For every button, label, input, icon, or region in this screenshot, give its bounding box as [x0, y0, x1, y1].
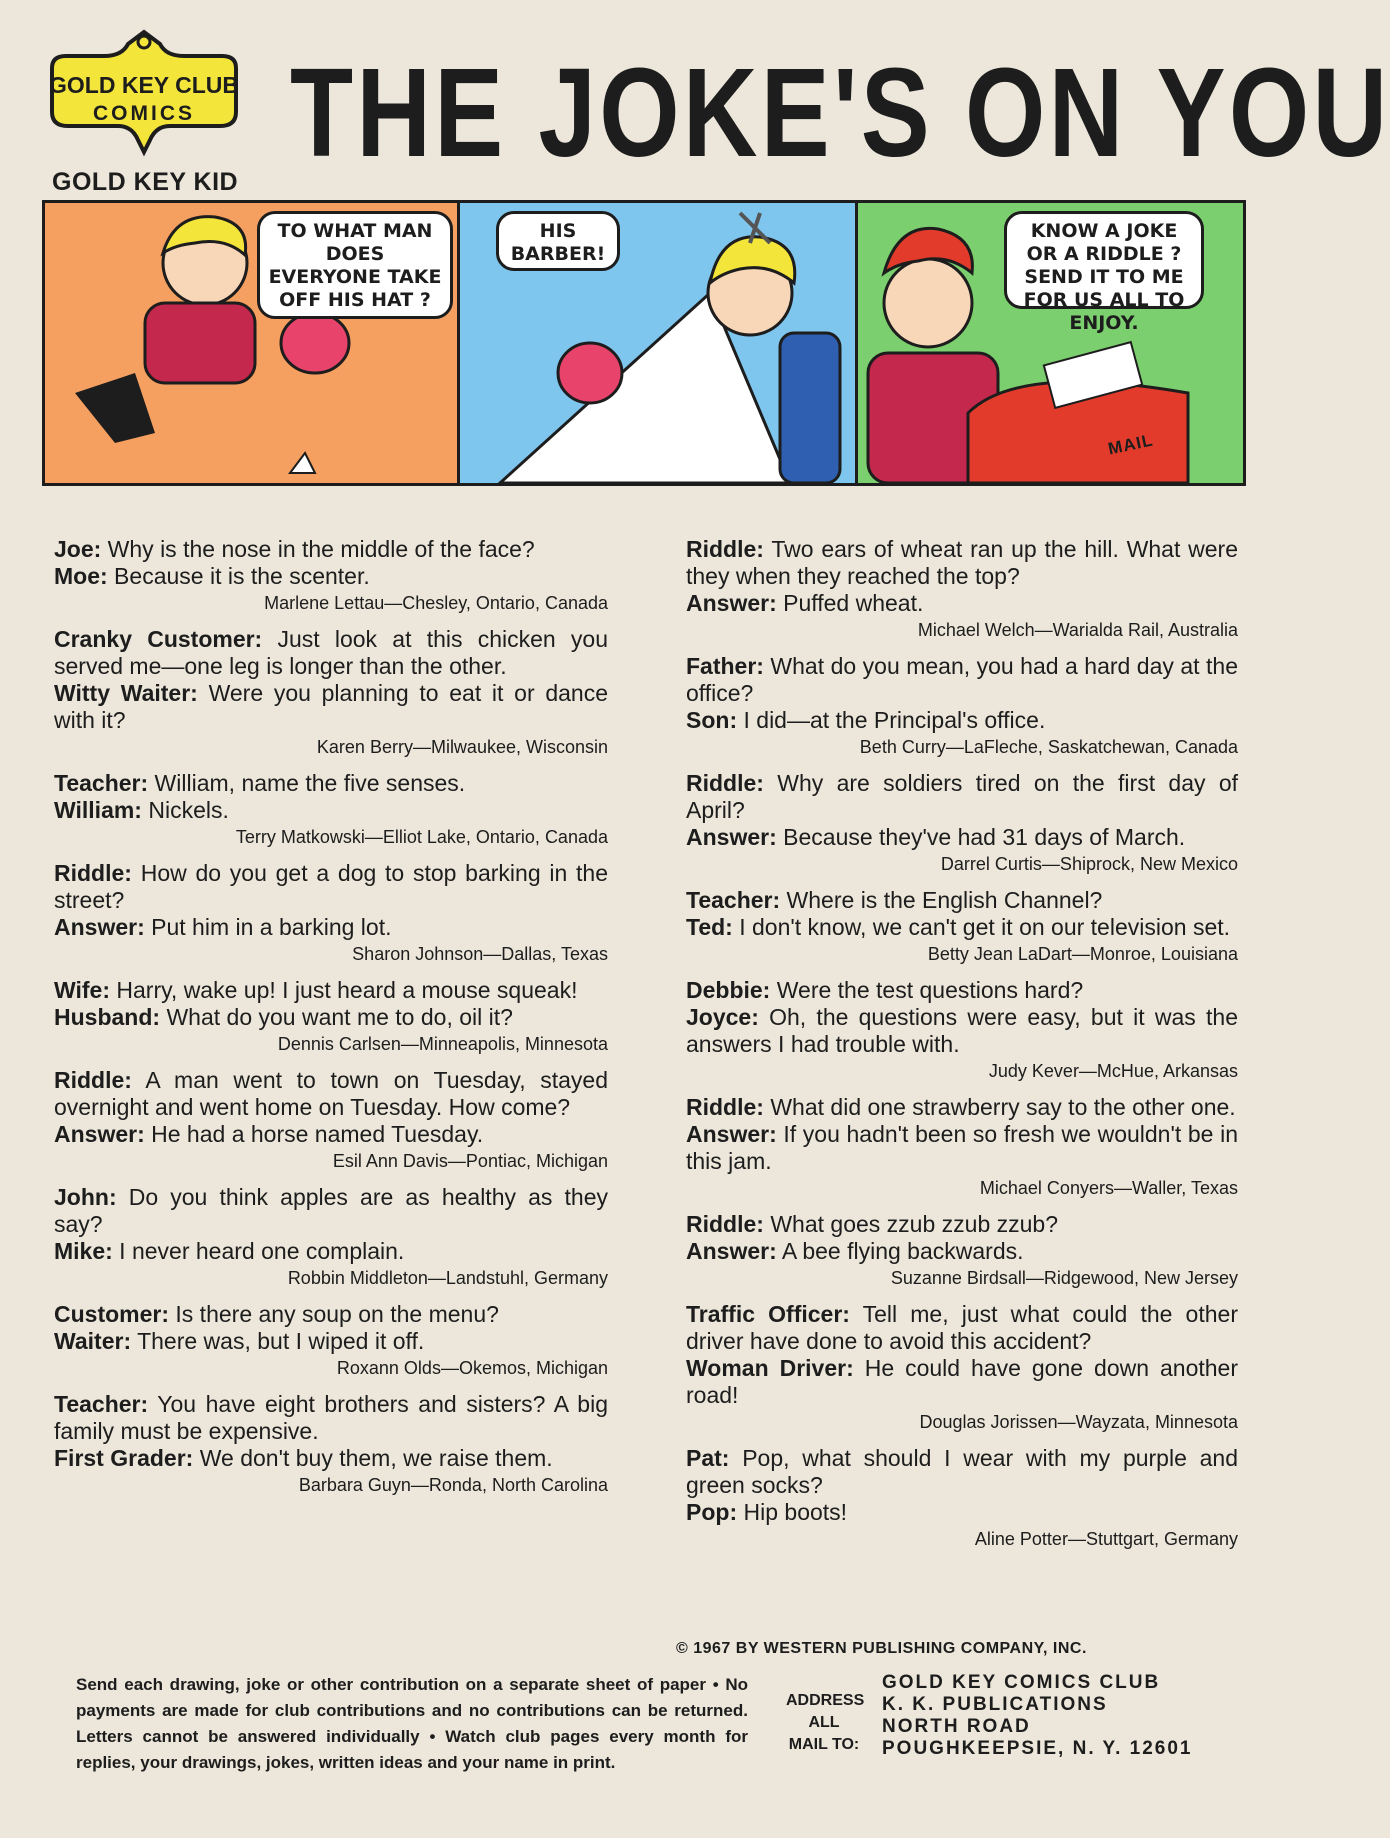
joke-line — [686, 887, 1238, 914]
joke-speaker: First Grader: — [54, 1445, 194, 1471]
joke-entry — [686, 977, 1238, 1082]
joke-line — [54, 626, 608, 680]
joke-line — [54, 977, 608, 1004]
joke-line — [54, 860, 608, 914]
joke-line — [54, 797, 608, 824]
joke-entry — [54, 1184, 608, 1289]
joke-entry — [54, 536, 608, 614]
joke-text: If you hadn't been so fresh we wouldn't be in this jam. — [686, 1121, 1238, 1174]
joke-credit: Dennis Carlsen—Minneapolis, Minnesota — [277, 1034, 608, 1054]
logo-line2: COMICS — [93, 102, 195, 125]
joke-credit: Judy Kever—McHue, Arkansas — [988, 1061, 1238, 1081]
joke-speaker: Riddle: — [686, 1211, 764, 1237]
joke-credit: Karen Berry—Milwaukee, Wisconsin — [316, 737, 608, 757]
joke-speaker: John: — [54, 1184, 117, 1210]
joke-text: What did one strawberry say to the other one. — [763, 1094, 1236, 1120]
joke-entry — [54, 626, 608, 758]
gold-key-club-logo — [44, 28, 244, 156]
joke-speaker: Mike: — [54, 1238, 113, 1264]
joke-credit: Esil Ann Davis—Pontiac, Michigan — [332, 1151, 608, 1171]
joke-line — [686, 1211, 1238, 1238]
joke-credit: Darrel Curtis—Shiprock, New Mexico — [940, 854, 1238, 874]
comic-panel-3 — [858, 203, 1243, 483]
joke-speaker: Moe: — [54, 563, 108, 589]
joke-entry — [54, 1301, 608, 1379]
joke-line — [54, 1238, 608, 1265]
address-line: NORTH ROAD — [882, 1716, 1031, 1737]
joke-line — [54, 1121, 608, 1148]
joke-speaker: Son: — [686, 707, 738, 733]
joke-text: He could have gone down another road! — [686, 1355, 1238, 1408]
joke-speaker: William: — [54, 797, 142, 823]
joke-speaker: Answer: — [686, 1238, 777, 1264]
joke-line — [54, 1328, 608, 1355]
joke-text: Is there any soup on the menu? — [169, 1301, 499, 1327]
speech-bubble-3: KNOW A JOKE OR A RIDDLE ? SEND IT TO ME FOR US ALL TO ENJOY. — [1004, 211, 1204, 309]
joke-credit: Douglas Jorissen—Wayzata, Minnesota — [919, 1412, 1238, 1432]
joke-text: There was, but I wiped it off. — [131, 1328, 425, 1354]
joke-text: Why are soldiers tired on the first day of April? — [686, 770, 1238, 823]
joke-text: William, name the five senses. — [148, 770, 466, 796]
joke-speaker: Teacher: — [54, 1391, 149, 1417]
joke-speaker: Wife: — [54, 977, 111, 1003]
joke-text: What do you want me to do, oil it? — [160, 1004, 513, 1030]
joke-credit: Aline Potter—Stuttgart, Germany — [974, 1529, 1238, 1549]
joke-text: Because they've had 31 days of March. — [776, 824, 1186, 850]
joke-speaker: Father: — [686, 653, 764, 679]
joke-entry — [686, 536, 1238, 641]
joke-speaker: Answer: — [54, 1121, 145, 1147]
joke-line — [686, 914, 1238, 941]
copyright-notice: © 1967 BY WESTERN PUBLISHING COMPANY, INC. — [676, 1640, 1087, 1657]
joke-text: Hip boots! — [737, 1499, 848, 1525]
address-label-line: MAIL TO: — [788, 1736, 860, 1753]
address-line: GOLD KEY COMICS CLUB — [882, 1672, 1161, 1693]
joke-text: How do you get a dog to stop barking in the street? — [54, 860, 608, 913]
joke-speaker: Customer: — [54, 1301, 170, 1327]
joke-text: Puffed wheat. — [776, 590, 924, 616]
joke-text: I never heard one complain. — [112, 1238, 405, 1264]
joke-text: Two ears of wheat ran up the hill. What were they when they reached the top? — [686, 536, 1238, 589]
joke-line — [686, 590, 1238, 617]
address-line: POUGHKEEPSIE, N. Y. 12601 — [882, 1738, 1193, 1759]
joke-speaker: Answer: — [54, 914, 145, 940]
joke-speaker: Ted: — [686, 914, 733, 940]
joke-credit: Roxann Olds—Okemos, Michigan — [336, 1358, 608, 1378]
joke-speaker: Riddle: — [686, 1094, 764, 1120]
joke-credit: Sharon Johnson—Dallas, Texas — [352, 944, 608, 964]
joke-text: Nickels. — [141, 797, 229, 823]
joke-speaker: Witty Waiter: — [54, 680, 198, 706]
joke-line — [54, 1004, 608, 1031]
joke-line — [54, 680, 608, 734]
joke-line — [686, 1238, 1238, 1265]
joke-text: A bee flying backwards. — [776, 1238, 1024, 1264]
comic-panel-1 — [45, 203, 460, 483]
joke-speaker: Riddle: — [54, 1067, 132, 1093]
joke-speaker: Joyce: — [686, 1004, 759, 1030]
joke-text: Put him in a barking lot. — [144, 914, 392, 940]
joke-line — [54, 1301, 608, 1328]
jokes-right-column — [686, 536, 1238, 1562]
joke-credit: Robbin Middleton—Landstuhl, Germany — [287, 1268, 608, 1288]
joke-line — [686, 1094, 1238, 1121]
joke-credit: Marlene Lettau—Chesley, Ontario, Canada — [264, 593, 608, 613]
joke-entry — [686, 1094, 1238, 1199]
joke-line — [54, 536, 608, 563]
joke-speaker: Answer: — [686, 590, 777, 616]
joke-entry — [686, 1445, 1238, 1550]
joke-entry — [686, 1211, 1238, 1289]
joke-speaker: Pop: — [686, 1499, 738, 1525]
joke-entry — [686, 653, 1238, 758]
joke-speaker: Answer: — [686, 824, 777, 850]
joke-speaker: Teacher: — [686, 887, 781, 913]
joke-text: Were you planning to eat it or dance with it? — [54, 680, 609, 733]
joke-entry — [686, 770, 1238, 875]
joke-entry — [54, 860, 608, 965]
address-line: K. K. PUBLICATIONS — [882, 1694, 1108, 1715]
joke-text: He had a horse named Tuesday. — [144, 1121, 484, 1147]
joke-line — [686, 1121, 1238, 1175]
joke-speaker: Riddle: — [686, 770, 764, 796]
joke-speaker: Answer: — [686, 1121, 777, 1147]
joke-text: A man went to town on Tuesday, stayed overnight and went home on Tuesday. How come? — [54, 1067, 608, 1120]
joke-credit: Beth Curry—LaFleche, Saskatchewan, Canada — [859, 737, 1238, 757]
joke-line — [686, 1445, 1238, 1499]
joke-text: What do you mean, you had a hard day at the office? — [686, 653, 1238, 706]
joke-speaker: Riddle: — [686, 536, 764, 562]
joke-entry — [54, 770, 608, 848]
joke-entry — [54, 1067, 608, 1172]
joke-speaker: Pat: — [686, 1445, 730, 1471]
joke-text: What goes zzub zzub zzub? — [763, 1211, 1059, 1237]
joke-line — [54, 914, 608, 941]
joke-line — [686, 977, 1238, 1004]
joke-line — [686, 1499, 1238, 1526]
joke-speaker: Woman Driver: — [686, 1355, 854, 1381]
joke-credit: Michael Conyers—Waller, Texas — [979, 1178, 1238, 1198]
jokes-left-column — [54, 536, 608, 1508]
joke-speaker: Husband: — [54, 1004, 161, 1030]
joke-speaker: Joe: — [54, 536, 102, 562]
joke-text: We don't buy them, we raise them. — [193, 1445, 553, 1471]
address-label-line: ALL — [808, 1714, 840, 1731]
joke-entry — [54, 1391, 608, 1496]
joke-text: Why is the nose in the middle of the face? — [101, 536, 535, 562]
joke-line — [54, 1184, 608, 1238]
joke-line — [686, 653, 1238, 707]
joke-speaker: Debbie: — [686, 977, 771, 1003]
joke-credit: Betty Jean LaDart—Monroe, Louisiana — [927, 944, 1238, 964]
joke-line — [686, 536, 1238, 590]
joke-text: Because it is the scenter. — [107, 563, 370, 589]
joke-speaker: Riddle: — [54, 860, 132, 886]
joke-text: You have eight brothers and sisters? A big family must be expensive. — [54, 1391, 608, 1444]
joke-text: Just look at this chicken you served me—one leg is longer than the other. — [54, 626, 608, 679]
contribution-instructions: Send each drawing, joke or other contribution on a separate sheet of paper • No payments are made for club contributions and no contributions can be returned. Letters cannot be answered individually • Watch club pages every month for replies, your drawings, jokes, written ideas and your name in print. — [76, 1675, 748, 1772]
joke-line — [686, 1355, 1238, 1409]
comic-panel-2 — [460, 203, 858, 483]
joke-line — [54, 563, 608, 590]
joke-line — [686, 770, 1238, 824]
joke-speaker: Teacher: — [54, 770, 149, 796]
mailbox-label: MAIL — [1106, 430, 1155, 459]
joke-speaker: Waiter: — [54, 1328, 132, 1354]
joke-entry — [54, 977, 608, 1055]
page-title: THE JOKE'S ON YOU — [290, 42, 1390, 183]
comic-strip — [42, 200, 1246, 486]
joke-text: I don't know, we can't get it on our television set. — [732, 914, 1231, 940]
joke-credit: Terry Matkowski—Elliot Lake, Ontario, Canada — [235, 827, 608, 847]
speech-bubble-1: TO WHAT MAN DOES EVERYONE TAKE OFF HIS HAT ? — [257, 211, 453, 319]
joke-line — [686, 824, 1238, 851]
joke-text: Harry, wake up! I just heard a mouse squeak! — [110, 977, 578, 1003]
joke-line — [54, 1445, 608, 1472]
joke-credit: Barbara Guyn—Ronda, North Carolina — [298, 1475, 608, 1495]
joke-line — [54, 770, 608, 797]
joke-text: Do you think apples are as healthy as they say? — [54, 1184, 608, 1237]
joke-line — [686, 1004, 1238, 1058]
address-label — [786, 1690, 865, 1756]
joke-entry — [686, 1301, 1238, 1433]
speech-bubble-2: HIS BARBER! — [496, 211, 620, 271]
logo-line1: GOLD KEY CLUB — [49, 72, 239, 98]
joke-line — [54, 1067, 608, 1121]
joke-credit: Suzanne Birdsall—Ridgewood, New Jersey — [890, 1268, 1238, 1288]
joke-text: Were the test questions hard? — [770, 977, 1084, 1003]
joke-text: I did—at the Principal's office. — [737, 707, 1046, 733]
joke-speaker: Traffic Officer: — [686, 1301, 850, 1327]
strip-title: GOLD KEY KID — [52, 168, 239, 196]
joke-text: Oh, the questions were easy, but it was the answers I had trouble with. — [686, 1004, 1238, 1057]
joke-text: Tell me, just what could the other driver have done to avoid this accident? — [686, 1301, 1238, 1354]
address-label-line: ADDRESS — [786, 1692, 865, 1709]
joke-text: Where is the English Channel? — [780, 887, 1103, 913]
joke-credit: Michael Welch—Warialda Rail, Australia — [917, 620, 1238, 640]
mailing-address — [882, 1672, 1193, 1760]
joke-line — [686, 1301, 1238, 1355]
joke-text: Pop, what should I wear with my purple and green socks? — [686, 1445, 1238, 1498]
joke-entry — [686, 887, 1238, 965]
joke-speaker: Cranky Customer: — [54, 626, 263, 652]
joke-line — [54, 1391, 608, 1445]
joke-line — [686, 707, 1238, 734]
